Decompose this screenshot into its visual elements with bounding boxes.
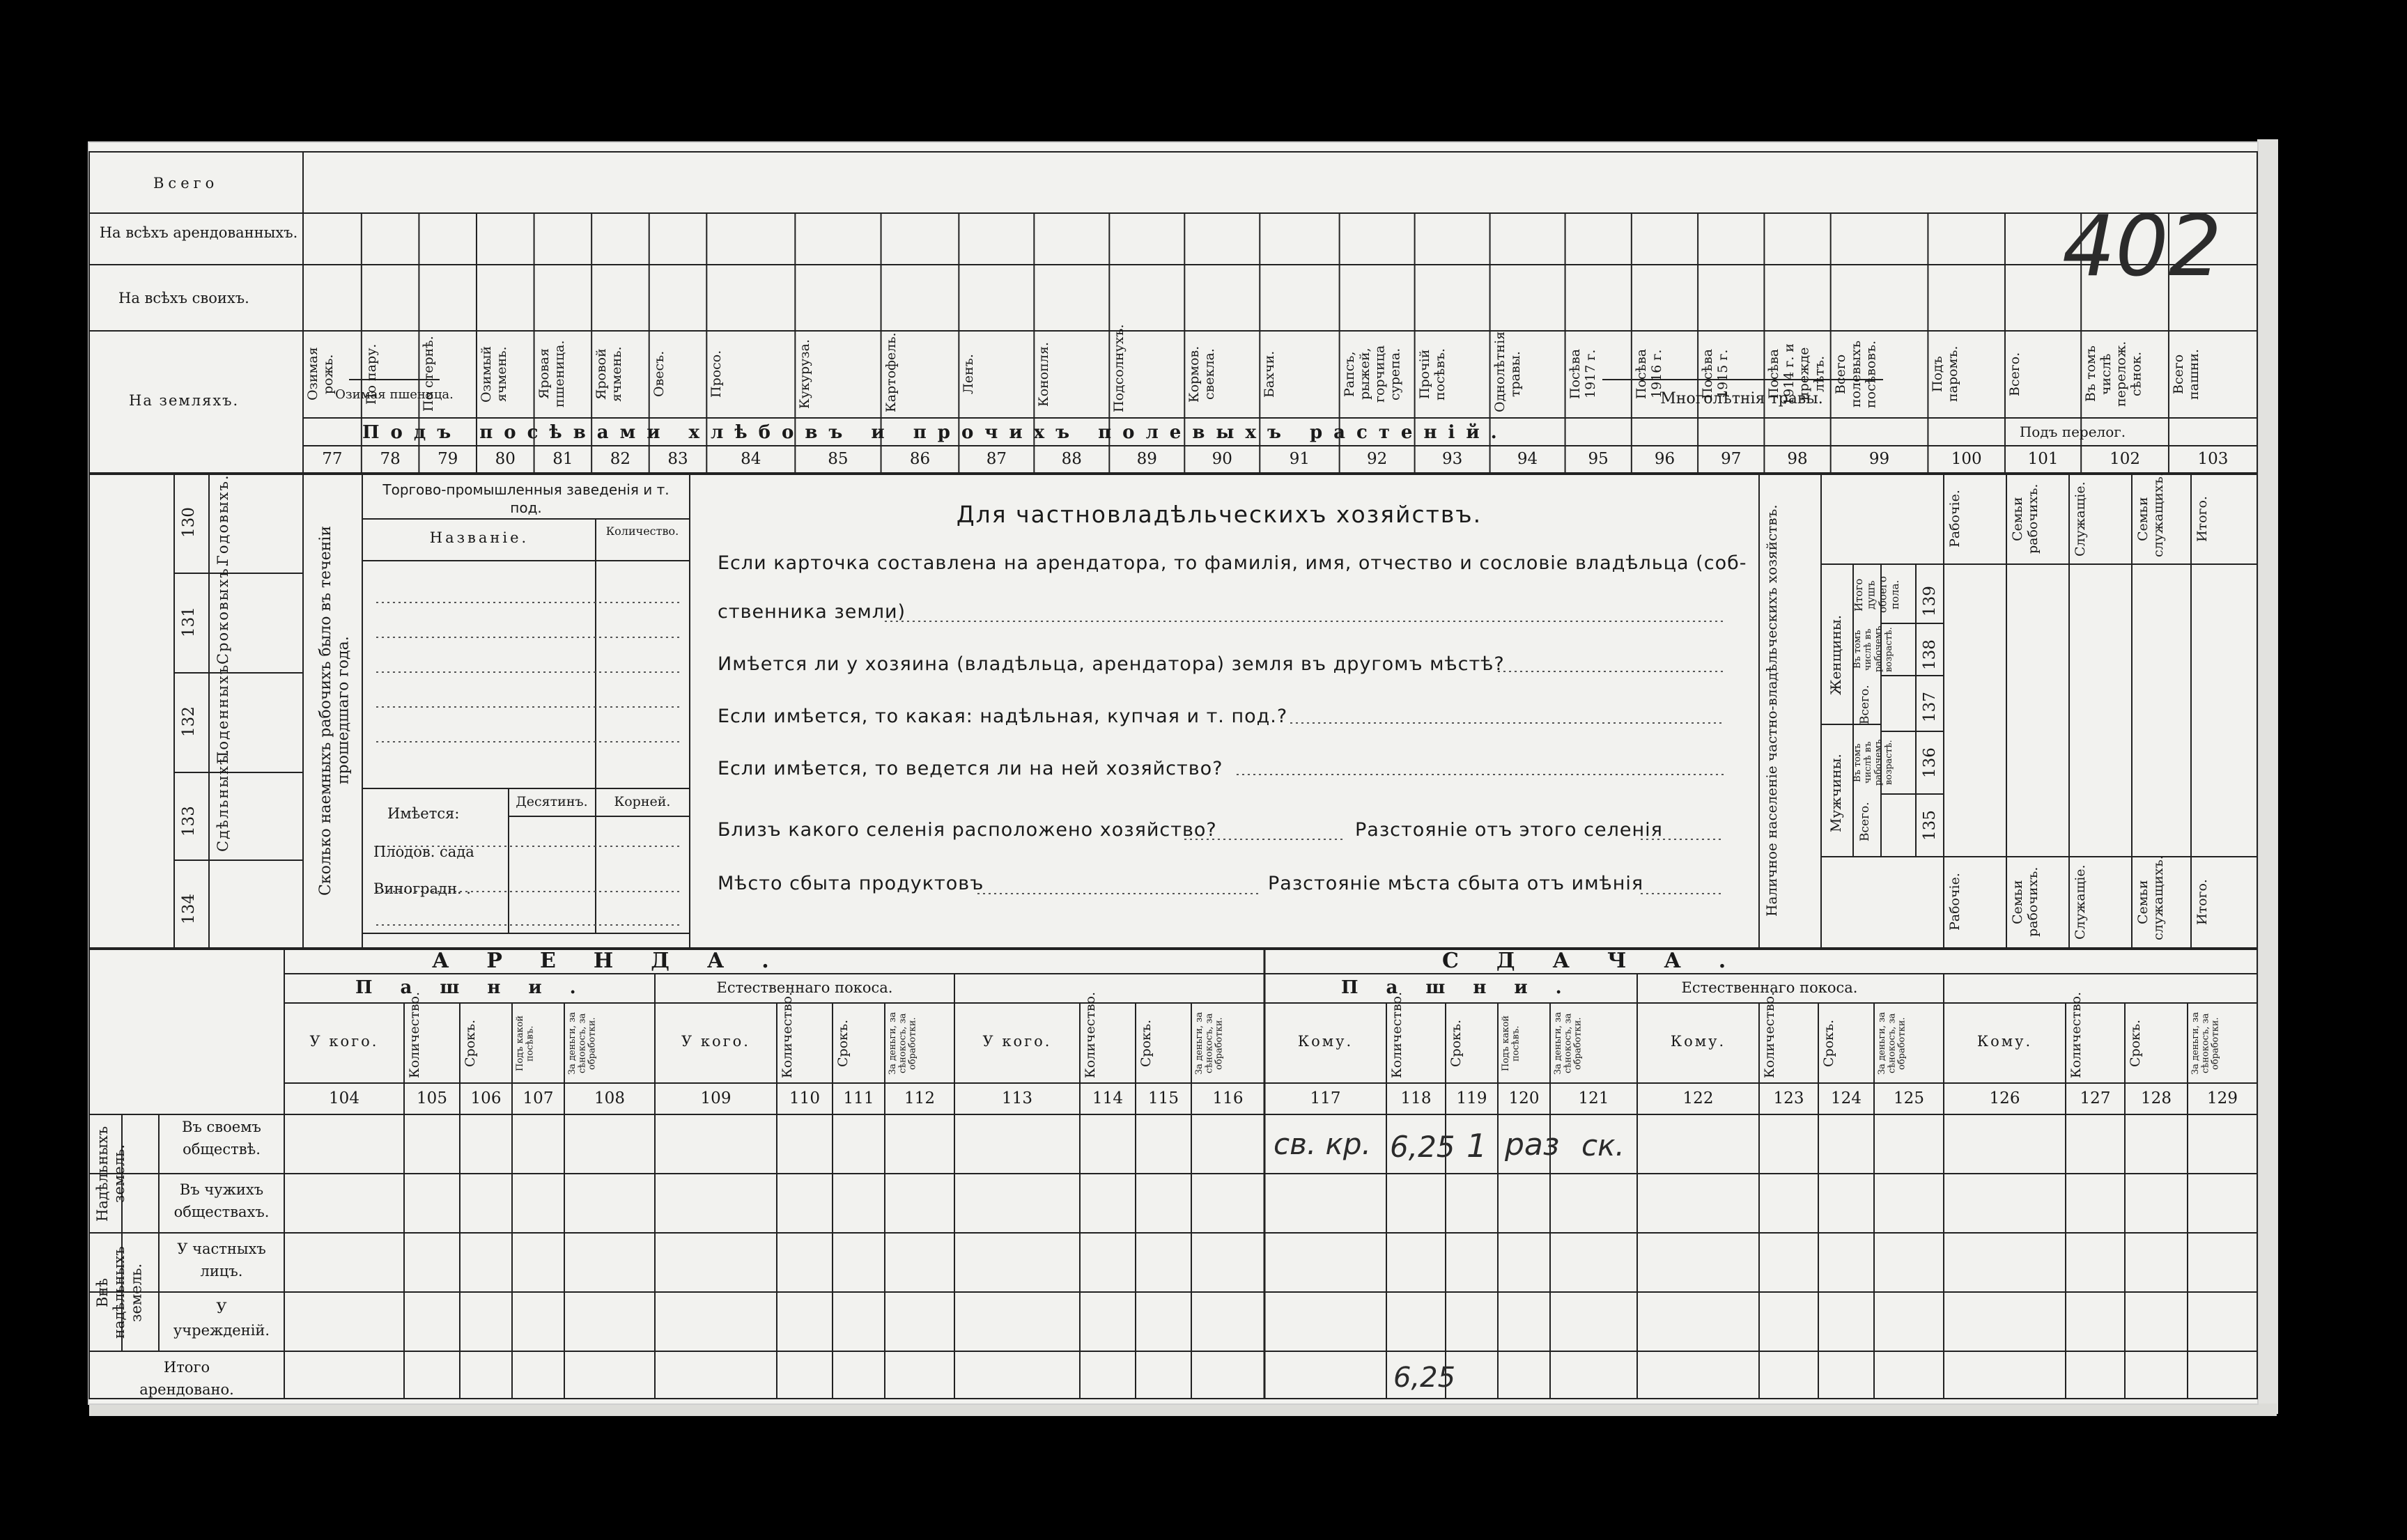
- lease-col-header: Количество.: [780, 991, 795, 1078]
- vinograd-label: Виноградн. .: [373, 880, 471, 897]
- trade-title: Торгово-промышленныя заведенія и т. под.: [382, 481, 670, 516]
- column-number: 88: [1061, 450, 1082, 468]
- column-number: 91: [1289, 450, 1310, 468]
- hw-total-kolichestvo: 6,25: [1393, 1362, 1456, 1394]
- crop-header: Бахчи.: [1262, 350, 1278, 398]
- arenda-pashni-label: Пашни.: [355, 977, 604, 998]
- column-number: 90: [1212, 450, 1232, 468]
- question-village-distance: Разстояніе отъ этого селенія: [1355, 819, 1663, 841]
- hw-cell-komu: св. кр.: [1274, 1127, 1371, 1161]
- lease-col-header: За деньги, за сѣнокосъ, за обработки.: [888, 1012, 918, 1075]
- lease-column-number: 115: [1148, 1089, 1179, 1107]
- population-column-number: 138: [1921, 639, 1939, 670]
- lease-col-header: Кому.: [1297, 1033, 1354, 1050]
- worker-column-header: Рабочіе.: [1947, 490, 1963, 548]
- column-number: 87: [986, 450, 1007, 468]
- lease-column-number: 128: [2141, 1089, 2172, 1107]
- column-number: 99: [1868, 450, 1890, 468]
- column-number: 101: [2027, 450, 2059, 468]
- lease-col-header: Количество.: [1389, 991, 1404, 1078]
- crop-header: Всего.: [2006, 352, 2022, 396]
- lease-col-header: Срокъ.: [1448, 1019, 1464, 1068]
- lease-column-number: 119: [1456, 1089, 1487, 1107]
- crop-header: Подсолнухъ.: [1111, 324, 1127, 412]
- crop-header: Яровая пшеница.: [536, 340, 567, 408]
- row-v-chuzhikh: Въ чужихъ обществахъ.: [173, 1181, 270, 1220]
- lease-col-header: За деньги, за сѣнокосъ, за обработки.: [1877, 1012, 1907, 1075]
- arenda-pokosa-label: Естественнаго покоса.: [716, 979, 893, 996]
- sdacha-pashni-label: Пашни.: [1341, 977, 1590, 998]
- lease-col-header: У кого.: [982, 1033, 1052, 1050]
- crop-header: Рапсъ, рыжей, горчица сурепа.: [1341, 345, 1403, 403]
- question-owner-cont: ственника земли): [718, 601, 906, 623]
- lease-col-header: Количество.: [407, 991, 422, 1078]
- column-number: 94: [1517, 450, 1538, 468]
- column-number: 77: [322, 450, 343, 468]
- row-label-arendovannykh: На всѣхъ арендованныхъ.: [99, 224, 298, 241]
- column-number: 82: [610, 450, 631, 468]
- row-label-vsego: Всего: [153, 175, 219, 192]
- column-number: 83: [667, 450, 688, 468]
- column-number: 93: [1441, 450, 1463, 468]
- worker-column-header: Семьи служащихъ.: [2135, 472, 2166, 557]
- row-label-na-zemlyakh: На земляхъ.: [129, 392, 240, 409]
- lease-col-header: Подъ какой посѣвъ.: [1501, 1015, 1522, 1072]
- row-label-svoikh: На всѣхъ своихъ.: [118, 290, 249, 306]
- labor-column-number: 131: [180, 607, 198, 637]
- lease-column-number: 105: [417, 1089, 447, 1107]
- crop-header: Озимая рожь.: [305, 347, 336, 401]
- lease-col-header: За деньги, за сѣнокосъ, за обработки.: [1553, 1012, 1584, 1075]
- row-v-svoem: Въ своемъ обществѣ.: [182, 1119, 261, 1158]
- lease-col-header: За деньги, за сѣнокосъ, за обработки.: [1194, 1012, 1225, 1075]
- worker-column-footer: Служащіе.: [2073, 864, 2088, 940]
- lease-col-header: Кому.: [1976, 1033, 2033, 1050]
- labor-column-number: 133: [180, 806, 198, 837]
- zhen-vsego-label: Всего.: [1858, 685, 1872, 724]
- population-column-number: 135: [1921, 810, 1939, 841]
- labor-column-label: Сдѣльныхъ.: [215, 747, 231, 852]
- lease-column-number: 112: [904, 1089, 935, 1107]
- worker-column-header: Итого.: [2195, 496, 2210, 542]
- labor-column-label: Годовыхъ.: [215, 474, 231, 565]
- zhenshchiny-label: Женщины.: [1827, 614, 1844, 695]
- worker-column-footer: Семьи рабочихъ.: [2010, 866, 2041, 938]
- crop-header: Въ томъ числѣ перелож. сѣнок.: [2083, 341, 2144, 407]
- sdacha-pokosa-label: Естественнаго покоса.: [1681, 979, 1858, 996]
- column-number: 84: [741, 450, 761, 468]
- lease-col-header: Кому.: [1670, 1033, 1726, 1050]
- lease-column-number: 125: [1894, 1089, 1924, 1107]
- question-land-type: Если имѣется, то какая: надѣльная, купчая и т. под.?: [718, 706, 1288, 727]
- lease-col-header: Количество.: [2068, 991, 2084, 1078]
- crop-header: Овесъ.: [651, 350, 667, 398]
- crop-header: Яровой ячмень.: [594, 346, 624, 402]
- lease-column-number: 107: [523, 1089, 554, 1107]
- pod-perelog-label: Подъ перелог.: [2019, 423, 2126, 440]
- lease-column-number: 113: [1002, 1089, 1032, 1107]
- labor-column-number: 134: [180, 894, 198, 924]
- column-number: 86: [909, 450, 931, 468]
- crop-header: Посѣва 1916 г.: [1633, 348, 1664, 400]
- vne-group-label: Внѣ надѣльныхъ земель.: [94, 1246, 145, 1339]
- lease-col-header: У кого.: [309, 1033, 379, 1050]
- crop-header: Посѣва 1915 г.: [1700, 348, 1731, 400]
- question-other-land: Имѣется ли у хозяина (владѣльца, арендатора) земля въ другомъ мѣстѣ?: [718, 653, 1505, 675]
- column-number: 89: [1136, 450, 1157, 468]
- ozimaya-pshenitsa-label: Озимая пшеница.: [335, 387, 454, 402]
- desyatin-header: Десятинъ.: [516, 794, 588, 809]
- crop-header: Посѣва 1917 г.: [1567, 348, 1598, 400]
- muzh-vsego-label: Всего.: [1858, 802, 1872, 841]
- lease-column-number: 110: [789, 1089, 820, 1107]
- lease-column-number: 106: [470, 1089, 502, 1107]
- row-u-chastnykh: У частныхъ лицъ.: [177, 1240, 266, 1280]
- sdacha-heading: СДАЧА.: [1442, 949, 1764, 973]
- column-number: 79: [438, 450, 458, 468]
- column-number: 100: [1951, 450, 1982, 468]
- lease-col-header: Срокъ.: [2128, 1019, 2143, 1068]
- question-market: Мѣсто сбыта продуктовъ: [718, 873, 984, 894]
- lease-column-number: 118: [1400, 1089, 1432, 1107]
- hw-cell-srok: 1: [1466, 1127, 1487, 1165]
- column-number: 80: [495, 450, 516, 468]
- worker-column-footer: Рабочіе.: [1947, 873, 1963, 931]
- lease-column-number: 126: [1989, 1089, 2020, 1107]
- lease-col-header: За деньги, за сѣнокосъ, за обработки.: [567, 1012, 598, 1075]
- population-column-number: 139: [1921, 586, 1939, 616]
- imeetsya-label: Имѣется:: [387, 805, 460, 822]
- labor-column-number: 132: [180, 706, 198, 737]
- column-number: 97: [1721, 450, 1742, 468]
- crop-header: Прочій посѣвъ.: [1416, 348, 1448, 400]
- crop-header: Озимый ячмень.: [478, 345, 509, 403]
- crop-header: Посѣва 1914 г. и прежде лѣтъ.: [1766, 343, 1827, 405]
- labor-column-label: Поденныхъ.: [215, 658, 231, 764]
- lease-column-number: 129: [2207, 1089, 2238, 1107]
- korney-header: Корней.: [614, 794, 671, 809]
- trade-qty-header: Количество.: [605, 524, 679, 538]
- hw-cell-kolichestvo: 6,25: [1390, 1130, 1455, 1164]
- labor-column-label: Сроковыхъ.: [215, 561, 231, 664]
- nadel-group-label: Надѣльныхъ земель.: [94, 1126, 128, 1222]
- lease-column-number: 127: [2080, 1089, 2111, 1107]
- column-number: 92: [1366, 450, 1388, 468]
- worker-column-header: Семьи рабочихъ.: [2010, 483, 2041, 554]
- crop-header: Всего пашни.: [2170, 348, 2201, 400]
- lease-column-number: 108: [594, 1089, 625, 1107]
- mnogoletnie-travy-label: Многолѣтнія травы.: [1660, 390, 1823, 407]
- column-number: 103: [2197, 450, 2229, 468]
- lease-column-number: 117: [1310, 1089, 1341, 1107]
- crop-header: Подъ паромъ.: [1930, 345, 1961, 403]
- arenda-heading: АРЕНДА.: [432, 949, 807, 973]
- column-number: 85: [828, 450, 849, 468]
- labor-column-number: 130: [180, 507, 198, 538]
- lease-col-header: Срокъ.: [1821, 1019, 1836, 1068]
- hired-workers-label: Сколько наемныхъ рабочихъ было въ теченіи прошедшаго года.: [317, 525, 353, 896]
- lease-col-header: Количество.: [1083, 991, 1098, 1078]
- muzh-v-tom-label: Въ томъ числѣ въ рабочемъ возрастѣ.: [1852, 739, 1894, 786]
- lease-col-header: У кого.: [681, 1033, 750, 1050]
- crop-header: По стернѣ.: [421, 336, 437, 412]
- question-village: Близъ какого селенія расположено хозяйство?: [718, 819, 1217, 841]
- worker-column-header: Служащіе.: [2073, 481, 2088, 557]
- lease-col-header: Срокъ.: [1138, 1019, 1154, 1068]
- population-column-number: 136: [1921, 747, 1939, 778]
- crop-header: Кукуруза.: [797, 339, 813, 410]
- plodov-sada-label: Плодов. сада: [373, 843, 474, 860]
- itogo-obeego-label: Итого душъ обоего пола.: [1852, 576, 1901, 614]
- lease-col-header: Срокъ.: [463, 1019, 478, 1068]
- lease-column-number: 121: [1578, 1089, 1609, 1107]
- column-number: 81: [552, 450, 573, 468]
- lease-column-number: 114: [1092, 1089, 1123, 1107]
- lease-col-header: Срокъ.: [835, 1019, 851, 1068]
- question-owner: Если карточка составлена на арендатора, то фамилія, имя, отчество и сословіе владѣльца (соб-: [718, 552, 1747, 574]
- column-number: 102: [2110, 450, 2141, 468]
- crop-header: Конопля.: [1036, 341, 1052, 407]
- population-column-number: 137: [1921, 692, 1939, 722]
- column-number: 96: [1654, 450, 1675, 468]
- crop-header: Кормов. свекла.: [1186, 345, 1218, 403]
- trade-name-header: Названіе.: [429, 529, 529, 546]
- lease-column-number: 123: [1773, 1089, 1804, 1107]
- crop-header: Ленъ.: [961, 354, 977, 394]
- lease-column-number: 122: [1682, 1089, 1714, 1107]
- crop-header: Однолѣтнія травы.: [1492, 331, 1523, 412]
- lease-column-number: 104: [329, 1089, 359, 1107]
- lease-col-header: Подъ какой посѣвъ.: [515, 1015, 536, 1072]
- muzhchiny-label: Мужчины.: [1827, 754, 1844, 832]
- lease-column-number: 111: [843, 1089, 874, 1107]
- row-u-uchrezhdeniy: У учрежденій.: [173, 1300, 270, 1339]
- question-farming: Если имѣется, то ведется ли на ней хозяйство?: [718, 758, 1223, 779]
- lease-column-number: 116: [1212, 1089, 1244, 1107]
- lease-column-number: 124: [1831, 1089, 1862, 1107]
- lease-col-header: За деньги, за сѣнокосъ, за обработки.: [2190, 1012, 2221, 1075]
- hw-cell-pod-posev: раз: [1505, 1127, 1560, 1162]
- crop-header: Просо.: [709, 350, 725, 398]
- worker-column-footer: Итого.: [2195, 879, 2210, 925]
- worker-column-footer: Семьи служащихъ.: [2135, 855, 2166, 940]
- column-number: 78: [380, 450, 401, 468]
- crop-header: Картофель.: [883, 332, 899, 412]
- lease-column-number: 120: [1508, 1089, 1540, 1107]
- private-holdings-title: Для частновладѣльческихъ хозяйствъ.: [956, 501, 1483, 528]
- row-itogo: Итого арендовано.: [139, 1359, 234, 1398]
- column-number: 95: [1588, 450, 1609, 468]
- zhen-v-tom-label: Въ томъ числѣ въ рабочемъ возрастѣ.: [1852, 625, 1894, 672]
- column-number: 98: [1787, 450, 1808, 468]
- hw-cell-za-dengi: ск.: [1581, 1128, 1625, 1162]
- nalichnoe-naselenie-label: Наличное населеніе частно-владѣльческихъ хозяйствъ.: [1763, 504, 1780, 917]
- crop-header: По пару.: [363, 343, 379, 405]
- page-number: 402: [2062, 199, 2222, 295]
- lease-column-number: 109: [700, 1089, 732, 1107]
- crop-header: Всего полевыхъ посѣвовъ.: [1832, 340, 1879, 408]
- lease-col-header: Количество.: [1762, 991, 1777, 1078]
- pod-posevami-heading: Подъ посѣвами хлѣбовъ и прочихъ полевыхъ растеній.: [362, 422, 1508, 443]
- question-market-distance: Разстояніе мѣста сбыта отъ имѣнія: [1268, 873, 1644, 894]
